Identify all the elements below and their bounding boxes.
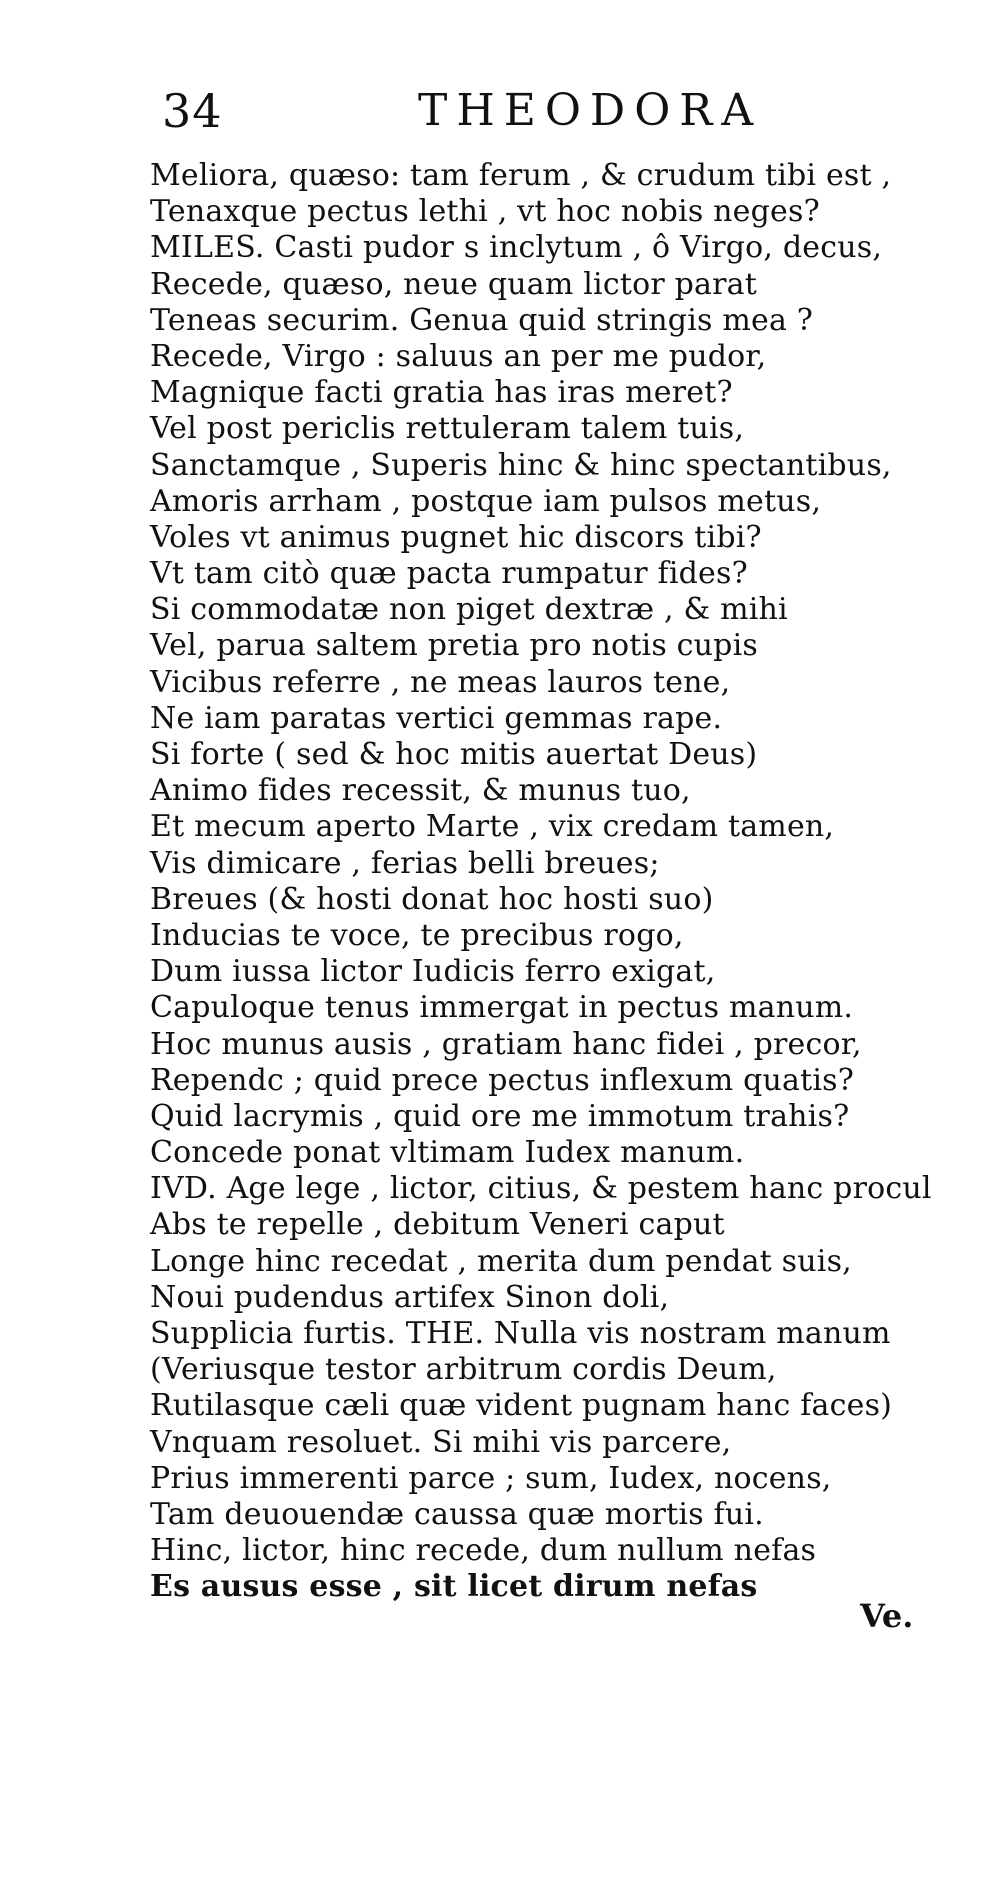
verse-line: Vel, parua saltem pretia pro notis cupis xyxy=(150,628,758,664)
verse-line: Capuloque tenus immergat in pectus manum. xyxy=(150,990,854,1026)
running-title: THEODORA xyxy=(418,85,763,136)
verse-line: Prius immerenti parce ; sum, Iudex, nocens, xyxy=(150,1460,832,1496)
verse-line: Noui pudendus artifex Sinon doli, xyxy=(150,1279,670,1315)
verse-line: Magnique facti gratia has iras meret? xyxy=(150,375,733,411)
verse-line: Es ausus esse , sit licet dirum nefas xyxy=(150,1569,758,1605)
verse-line: MILES. Casti pudor s inclytum , ô Virgo, decus, xyxy=(150,230,883,266)
catchword: Ve. xyxy=(860,1597,914,1635)
verse-line: Voles vt animus pugnet hic discors tibi? xyxy=(150,519,762,555)
verse-line: Recede, Virgo : saluus an per me pudor, xyxy=(150,338,767,374)
verse-line: Vnquam resoluet. Si mihi vis parcere, xyxy=(150,1424,732,1460)
verse-line: Vt tam citò quæ pacta rumpatur fides? xyxy=(150,556,748,592)
verse-line: Inducias te voce, te precibus rogo, xyxy=(150,917,684,953)
verse-line: Vicibus referre , ne meas lauros tene, xyxy=(150,664,731,700)
verse-line: Et mecum aperto Marte , vix credam tamen, xyxy=(150,809,835,845)
verse-line: Abs te repelle , debitum Veneri caput xyxy=(150,1207,725,1243)
verse-line: Tenaxque pectus lethi , vt hoc nobis neges? xyxy=(150,194,820,230)
verse-text xyxy=(150,158,950,1606)
verse-line: Vel post periclis rettuleram talem tuis, xyxy=(150,411,745,447)
verse-line: Breues (& hosti donat hoc hosti suo) xyxy=(150,881,714,917)
verse-line: IVD. Age lege , lictor, citius, & pestem hanc procul xyxy=(150,1171,932,1207)
verse-line: Teneas securim. Genua quid stringis mea ? xyxy=(150,302,814,338)
verse-line: Vis dimicare , ferias belli breues; xyxy=(150,845,660,881)
verse-line: Rutilasque cæli quæ vident pugnam hanc faces) xyxy=(150,1388,893,1424)
verse-line: Hoc munus ausis , gratiam hanc fidei , precor, xyxy=(150,1026,862,1062)
page-number: 34 xyxy=(162,84,223,138)
verse-line: (Veriusque testor arbitrum cordis Deum, xyxy=(150,1352,777,1388)
verse-line: Supplicia furtis. THE. Nulla vis nostram manum xyxy=(150,1316,891,1351)
verse-line: Dum iussa lictor Iudicis ferro exigat, xyxy=(150,954,716,990)
verse-line: Si commodatæ non piget dextræ , & mihi xyxy=(150,592,788,628)
verse-line: Rependc ; quid prece pectus inflexum quatis? xyxy=(150,1062,855,1098)
verse-line: Hinc, lictor, hinc recede, dum nullum nefas xyxy=(150,1533,817,1569)
verse-line: Si forte ( sed & hoc mitis auertat Deus) xyxy=(150,737,758,772)
verse-line: Animo fides recessit, & munus tuo, xyxy=(150,773,691,809)
verse-line: Quid lacrymis , quid ore me immotum trahis? xyxy=(150,1098,850,1134)
verse-line: Longe hinc recedat , merita dum pendat suis, xyxy=(150,1243,852,1279)
verse-line: Recede, quæso, neue quam lictor parat xyxy=(150,266,758,302)
verse-line: Meliora, quæso: tam ferum , & crudum tibi est , xyxy=(150,158,892,193)
verse-line: Amoris arrham , postque iam pulsos metus, xyxy=(150,483,822,519)
verse-line: Sanctamque , Superis hinc & hinc spectantibus, xyxy=(150,447,892,483)
verse-line: Concede ponat vltimam Iudex manum. xyxy=(150,1135,745,1171)
verse-line: Tam deuouendæ caussa quæ mortis fui. xyxy=(150,1496,764,1532)
verse-line: Ne iam paratas vertici gemmas rape. xyxy=(150,700,723,736)
